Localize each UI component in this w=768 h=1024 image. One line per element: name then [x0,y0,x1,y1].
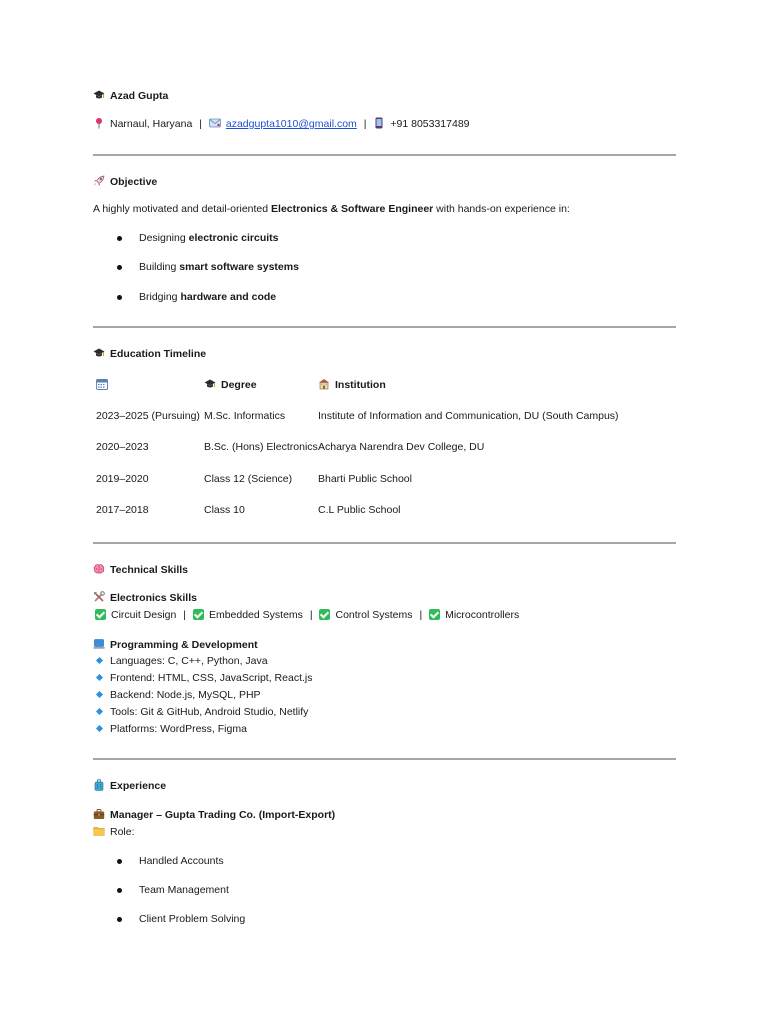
rocket-icon [93,175,105,187]
separator: | [199,118,202,130]
table-cell-year: 2020–2023 [96,441,149,453]
table-cell-degree: M.Sc. Informatics [204,410,286,422]
table-cell-institution: Acharya Narendra Dev College, DU [318,441,485,453]
objective-intro [93,203,570,215]
table-cell-degree: B.Sc. (Hons) Electronics [204,441,318,453]
objective-heading [93,175,157,188]
graduation-cap-icon [93,347,105,359]
programming-item: Languages: C, C++, Python, Java [110,655,268,667]
table-cell-degree: Class 12 (Science) [204,473,293,485]
objective-item-bold: electronic circuits [188,232,279,244]
skills-heading [93,563,188,576]
diamond-bullet-icon [96,691,103,698]
job-title-line [93,808,335,821]
list-item [95,655,268,667]
programming-item: Platforms: WordPress, Figma [110,723,247,735]
role-label: Role: [110,826,135,838]
list-item: Client Problem Solving [139,913,246,925]
objective-item-plain: Designing [139,232,189,244]
objective-intro-suffix: with hands-on experience in: [433,203,570,215]
school-building-icon [318,378,330,390]
list-item [139,232,279,244]
location-pin-icon [93,117,105,129]
degree-column-header [204,378,257,391]
objective-intro-prefix: A highly motivated and detail-oriented [93,203,272,215]
separator: | [419,609,423,621]
phone-number: +91 8053317489 [390,118,470,130]
list-item: Handled Accounts [139,855,224,867]
electronics-skills-heading [93,591,197,604]
checkmark-icon [319,609,330,620]
diamond-bullet-icon [96,725,103,732]
contact-line [93,117,470,130]
skill-item: Embedded Systems [208,609,303,621]
electronics-skills-title: Electronics Skills [110,592,197,604]
list-item: Team Management [139,884,229,896]
objective-item-plain: Bridging [139,291,181,303]
programming-item: Tools: Git & GitHub, Android Studio, Netlify [110,706,309,718]
tools-icon [93,591,105,603]
briefcase-icon [93,808,105,820]
skill-item: Circuit Design [111,609,177,621]
institution-header-label: Institution [335,379,386,391]
programming-item: Backend: Node.js, MySQL, PHP [110,689,261,701]
table-cell-institution: Bharti Public School [318,473,412,485]
bullet-icon [117,859,122,864]
table-cell-institution: Institute of Information and Communication, DU (South Campus) [318,410,619,422]
brain-icon [93,563,105,575]
objective-item-bold: smart software systems [179,261,299,273]
bullet-icon [117,917,122,922]
checkmark-icon [193,609,204,620]
full-name: Azad Gupta [110,90,169,102]
checkmark-icon [429,609,440,620]
objective-intro-bold: Electronics & Software Engineer [271,203,434,215]
graduation-cap-icon [204,378,216,390]
section-divider [93,758,676,760]
laptop-icon [93,638,105,650]
experience-heading [93,779,166,792]
list-item [139,291,276,303]
diamond-bullet-icon [96,657,103,664]
bullet-icon [117,265,122,270]
folder-icon [93,825,105,837]
list-item [139,261,299,273]
bullet-icon [117,236,122,241]
bullet-icon [117,295,122,300]
suitcase-icon [93,779,105,791]
job-title: Manager – Gupta Trading Co. (Import-Export) [110,809,336,821]
skill-item: Control Systems [335,609,413,621]
separator: | [309,609,313,621]
table-cell-degree: Class 10 [204,504,245,516]
list-item [95,672,312,684]
programming-heading [93,638,258,651]
list-item [95,689,261,701]
objective-item-bold: hardware and code [180,291,277,303]
list-item [95,706,308,718]
experience-title: Experience [110,780,167,792]
section-divider [93,542,676,544]
programming-item: Frontend: HTML, CSS, JavaScript, React.js [110,672,313,684]
education-title: Education Timeline [110,348,207,360]
skills-title: Technical Skills [110,564,189,576]
diamond-bullet-icon [96,674,103,681]
electronics-skills-list [95,609,519,621]
email-link[interactable]: azadgupta1010@gmail.com [225,118,357,130]
table-cell-year: 2017–2018 [96,504,149,516]
institution-column-header [318,378,386,391]
envelope-icon [209,117,221,129]
section-divider [93,154,676,156]
phone-icon [373,117,385,129]
section-divider [93,326,676,328]
table-cell-year: 2023–2025 (Pursuing) [96,410,200,422]
separator: | [183,609,187,621]
programming-title: Programming & Development [110,639,258,651]
graduation-cap-icon [93,89,105,101]
list-item [95,723,247,735]
degree-header-label: Degree [221,379,257,391]
objective-item-plain: Building [139,261,180,273]
role-line [93,825,135,838]
name-heading [93,89,168,102]
calendar-column-header [96,378,113,391]
education-heading [93,347,206,360]
objective-title: Objective [110,176,158,188]
table-cell-year: 2019–2020 [96,473,149,485]
calendar-icon [96,378,108,390]
bullet-icon [117,888,122,893]
diamond-bullet-icon [96,708,103,715]
checkmark-icon [95,609,106,620]
location: Narnaul, Haryana [110,118,193,130]
skill-item: Microcontrollers [445,609,520,621]
separator: | [363,118,367,130]
table-cell-institution: C.L Public School [318,504,401,516]
